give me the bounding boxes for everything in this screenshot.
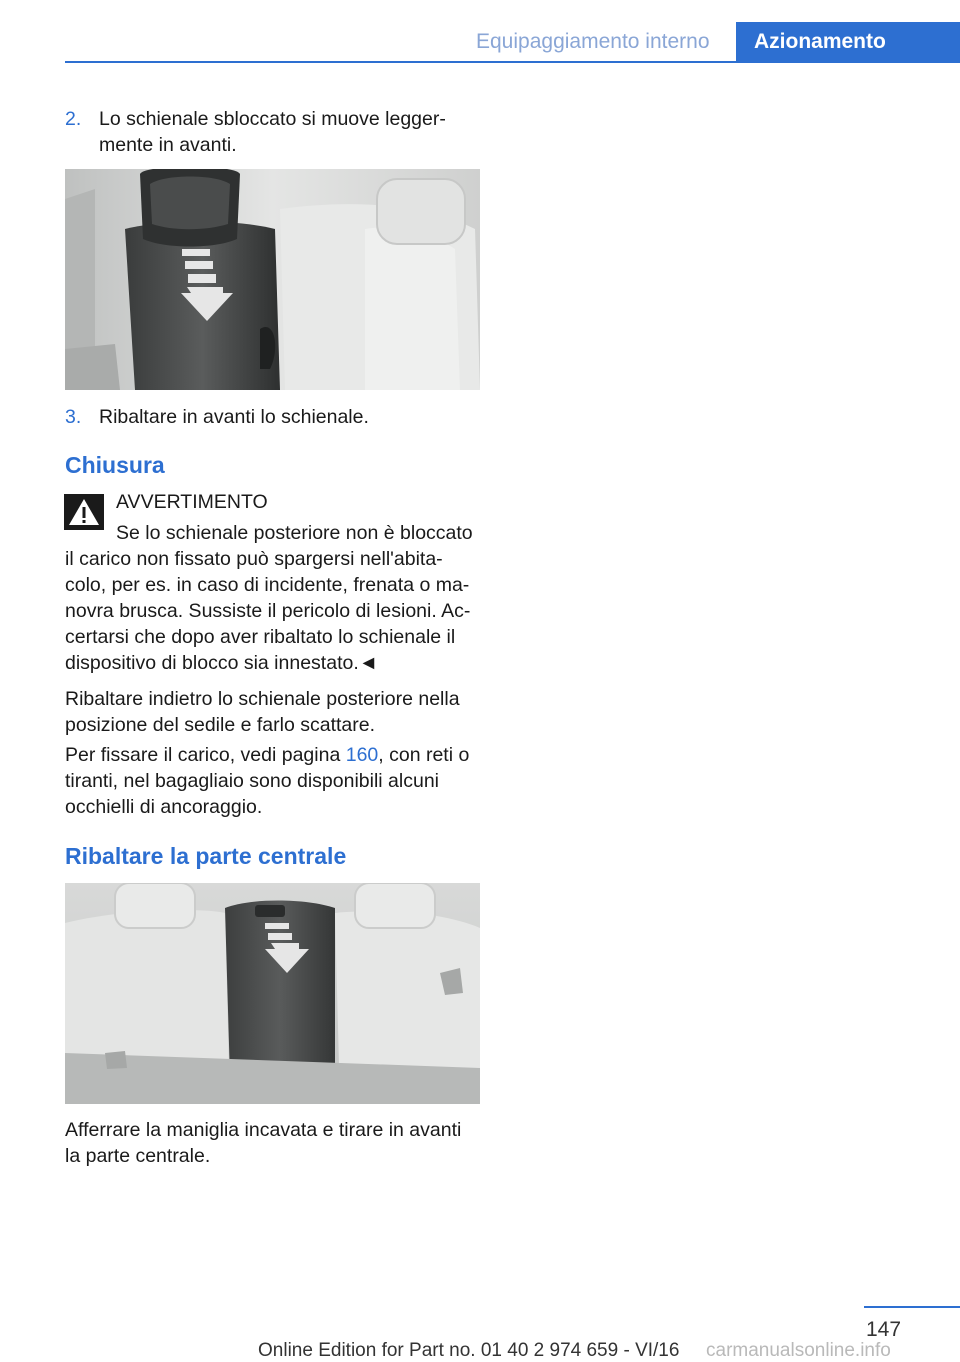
section-title-chiusura: Chiusura	[65, 452, 165, 478]
caption-line2: la parte centrale.	[65, 1145, 211, 1167]
watermark: carmanualsonline.info	[706, 1340, 891, 1361]
paragraph-2-line2: tiranti, nel bagagliaio sono disponibili alcuni	[65, 770, 439, 792]
header-section-title: Equipaggiamento interno	[476, 30, 710, 53]
paragraph-2-line1	[65, 742, 469, 768]
footer-rule	[864, 1306, 960, 1308]
paragraph-1-line2: posizione del sedile e farlo scattare.	[65, 714, 376, 736]
center-section-photo	[65, 883, 480, 1104]
section-title-center: Ribaltare la parte centrale	[65, 843, 347, 869]
warning-text-line5: certarsi che dopo aver ribaltato lo schienale il	[65, 626, 456, 648]
page-number: 147	[866, 1318, 902, 1341]
step-2-text-line1: Lo schienale sbloccato si muove legger-	[99, 108, 446, 130]
caption-line1: Afferrare la maniglia incavata e tirare in avanti	[65, 1119, 462, 1141]
seat-backrest-photo	[65, 169, 480, 390]
step-2-number: 2.	[65, 108, 82, 130]
paragraph-1-line1: Ribaltare indietro lo schienale posteriore nella	[65, 688, 460, 710]
paragraph-2-prefix: Per fissare il carico, vedi pagina	[65, 744, 346, 766]
warning-triangle-icon	[64, 494, 104, 530]
step-2-text-line2: mente in avanti.	[99, 134, 237, 156]
page-link-160[interactable]: 160	[345, 744, 379, 766]
step-3-text: Ribaltare in avanti lo schienale.	[99, 406, 369, 428]
warning-text-line3: colo, per es. in caso di incidente, frenata o ma-	[65, 574, 470, 596]
warning-text-line1: Se lo schienale posteriore non è bloccato	[116, 522, 473, 544]
header-chapter-tab[interactable]: Azionamento	[736, 22, 960, 63]
warning-text-line2: il carico non fissato può spargersi nell'abita-	[65, 548, 443, 570]
warning-text-line4: novra brusca. Sussiste il pericolo di lesioni. Ac-	[65, 600, 471, 622]
header-rule	[65, 61, 960, 63]
step-3-number: 3.	[65, 406, 82, 428]
warning-label: AVVERTIMENTO	[116, 491, 268, 513]
edition-footer: Online Edition for Part no. 01 40 2 974 659 - VI/16	[258, 1340, 680, 1361]
paragraph-2-line3: occhielli di ancoraggio.	[65, 796, 263, 818]
paragraph-2-suffix: , con reti o	[378, 744, 470, 766]
warning-text-line6: dispositivo di blocco sia innestato.◄	[65, 652, 379, 674]
